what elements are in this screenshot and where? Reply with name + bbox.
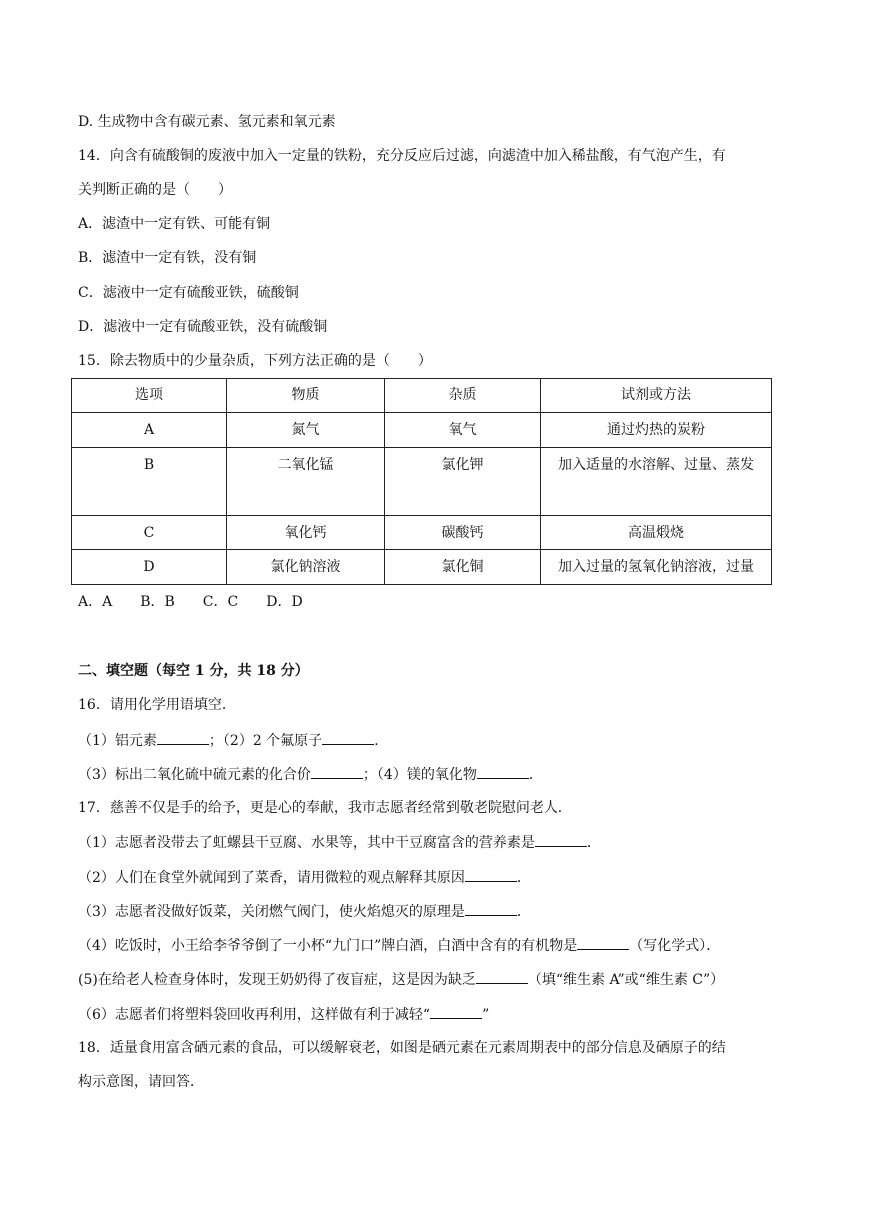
q14-stem-line1: 14．向含有硫酸铜的废液中加入一定量的铁粉，充分反应后过滤，向滤渣中加入稀盐酸，有气泡产生，有	[78, 148, 726, 164]
cell-substance: 二氧化锰	[227, 448, 385, 516]
cell-method: 通过灼热的炭粉	[541, 413, 772, 448]
header-substance: 物质	[227, 379, 385, 413]
cell-impurity: 氯化铜	[385, 550, 541, 585]
q13-option-d: D. 生成物中含有碳元素、氢元素和氧元素	[78, 114, 336, 130]
cell-impurity: 碳酸钙	[385, 516, 541, 550]
cell-method: 加入适量的水溶解、过量、蒸发	[541, 448, 772, 516]
cell-option: B	[72, 448, 227, 516]
q17-part3: （3）志愿者没做好饭菜，关闭燃气阀门，使火焰熄灭的原理是 ．	[78, 901, 531, 922]
q17-stem: 17．慈善不仅是手的给予，更是心的奉献，我市志愿者经常到敬老院慰问老人．	[78, 800, 572, 816]
cell-method: 高温煅烧	[541, 516, 772, 550]
q14-option-b: B．滤渣中一定有铁，没有铜	[78, 250, 257, 266]
q15-options-table	[71, 378, 772, 585]
q17-part1: （1）志愿者没带去了虹螺县干豆腐、水果等，其中干豆腐富含的营养素是 ．	[78, 832, 601, 853]
cell-substance: 氯化钠溶液	[227, 550, 385, 585]
answer-blank[interactable]	[465, 867, 517, 882]
q17-part6: （6）志愿者们将塑料袋回收再利用，这样做有利于减轻“ ”	[78, 1004, 489, 1025]
answer-blank[interactable]	[465, 901, 517, 916]
section-title: 二、填空题（每空 1 分，共 18 分）	[78, 663, 309, 679]
table-row	[72, 413, 772, 448]
q14-option-c: C．滤液中一定有硫酸亚铁，硫酸铜	[78, 285, 299, 301]
cell-impurity: 氯化钾	[385, 448, 541, 516]
table-row	[72, 448, 772, 516]
q17-part2: （2）人们在食堂外就闻到了菜香，请用微粒的观点解释其原因 ．	[78, 867, 531, 888]
header-impurity: 杂质	[385, 379, 541, 413]
answer-blank[interactable]	[476, 969, 528, 984]
q16-line1: （1）铝元素 ；（2）2 个氟原子 ．	[78, 730, 388, 751]
cell-substance: 氧化钙	[227, 516, 385, 550]
answer-blank[interactable]	[577, 935, 629, 950]
q17-part4: （4）吃饭时，小王给李爷爷倒了一小杯“九门口”牌白酒，白酒中含有的有机物是 （写化学式）．	[78, 935, 720, 956]
cell-option: C	[72, 516, 227, 550]
cell-option: D	[72, 550, 227, 585]
answer-blank[interactable]	[322, 730, 374, 745]
cell-method: 加入过量的氢氧化钠溶液，过量	[541, 550, 772, 585]
q16-stem: 16．请用化学用语填空．	[78, 697, 236, 713]
q17-part5: (5)在给老人检查身体时，发现王奶奶得了夜盲症，这是因为缺乏 （填“维生素 A”或“维生素 C”）	[78, 969, 724, 990]
q15-stem: 15．除去物质中的少量杂质，下列方法正确的是（ ）	[78, 353, 432, 369]
cell-option: A	[72, 413, 227, 448]
table-row	[72, 550, 772, 585]
answer-blank[interactable]	[430, 1004, 482, 1019]
cell-impurity: 氧气	[385, 413, 541, 448]
q14-option-a: A．滤渣中一定有铁、可能有铜	[78, 216, 271, 232]
header-option: 选项	[72, 379, 227, 413]
q14-option-d: D．滤液中一定有硫酸亚铁，没有硫酸铜	[78, 319, 328, 335]
q18-stem-line2: 构示意图，请回答．	[78, 1074, 204, 1090]
answer-blank[interactable]	[311, 764, 363, 779]
answer-blank[interactable]	[535, 832, 587, 847]
answer-blank[interactable]	[477, 764, 529, 779]
cell-substance: 氮气	[227, 413, 385, 448]
q14-stem-line2: 关判断正确的是（ ）	[78, 182, 232, 198]
table-row	[72, 516, 772, 550]
header-method: 试剂或方法	[541, 379, 772, 413]
answer-blank[interactable]	[157, 730, 209, 745]
table-header-row	[72, 379, 772, 413]
q15-answer-choices: A．A B．B C．C D．D	[78, 594, 303, 610]
q16-line2: （3）标出二氧化硫中硫元素的化合价 ；（4）镁的氧化物 ．	[78, 764, 543, 785]
q18-stem-line1: 18．适量食用富含硒元素的食品，可以缓解衰老，如图是硒元素在元素周期表中的部分信息及硒原子的结	[78, 1040, 726, 1056]
